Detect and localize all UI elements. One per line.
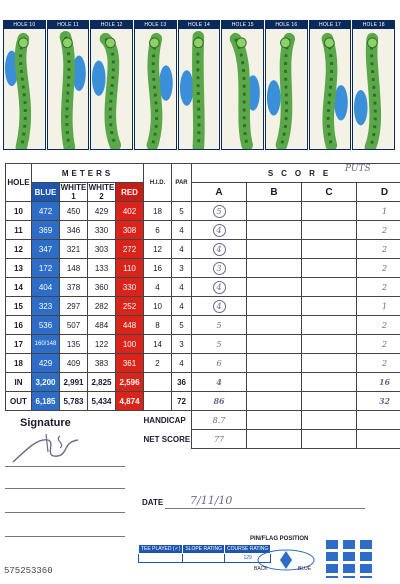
hole-handicap: 16 [144, 259, 172, 278]
score-d: 2 [357, 335, 400, 354]
hole-row [6, 297, 400, 316]
score-a-value: 5 [216, 320, 222, 330]
tee-played-value [139, 554, 183, 563]
rule-line [5, 466, 125, 467]
in-score-a: 4 [192, 373, 247, 392]
hole-par: 5 [172, 316, 192, 335]
handicap-value: 8.7 [192, 411, 247, 430]
net-score-label: NET SCORE [143, 434, 191, 444]
score-b [247, 259, 302, 278]
rule-line [5, 488, 125, 489]
hole-map-panel [352, 20, 395, 150]
score-a [192, 202, 247, 221]
score-b [247, 354, 302, 373]
score-a-value: 4 [213, 281, 226, 294]
net-score-value: 77 [192, 430, 247, 449]
score-d: 1 [357, 297, 400, 316]
hole-map-panel [265, 20, 308, 150]
course-rating-value: 129 [224, 554, 270, 563]
blue-meters: 160/148 [32, 335, 60, 354]
in-white2: 2,825 [88, 373, 116, 392]
slope-rating-header: SLOPE RATING [183, 545, 225, 554]
score-c [302, 221, 357, 240]
hole-map-label: HOLE 12 [91, 21, 132, 29]
score-d: 2 [357, 240, 400, 259]
red-meters: 110 [116, 259, 144, 278]
tee-white1-header: WHITE 1 [60, 183, 87, 201]
blue-meters: 347 [32, 240, 60, 259]
red-meters: 361 [116, 354, 144, 373]
score-c [302, 335, 357, 354]
hole-par: 3 [172, 335, 192, 354]
hole-number: 17 [6, 335, 32, 354]
hole-par: 3 [172, 259, 192, 278]
out-blue: 6,185 [32, 392, 60, 411]
hole-number: 16 [6, 316, 32, 335]
hole-row [6, 240, 400, 259]
blue-meters: 429 [32, 354, 60, 373]
out-label: OUT [6, 392, 32, 411]
score-b [247, 297, 302, 316]
score-c [302, 297, 357, 316]
slope-rating-value [183, 554, 225, 563]
hole-map-label: HOLE 11 [48, 21, 89, 29]
score-d: 2 [357, 221, 400, 240]
score-c [302, 259, 357, 278]
out-white2: 5,434 [88, 392, 116, 411]
tee-rating-table [138, 544, 271, 563]
white2-meters: 303 [88, 240, 116, 259]
white2-meters: 282 [88, 297, 116, 316]
date-label: DATE [142, 498, 164, 507]
player-a-header: A [192, 183, 247, 202]
score-d: 2 [357, 259, 400, 278]
white1-meters: 321 [60, 240, 88, 259]
score-a [192, 221, 247, 240]
white2-meters: 360 [88, 278, 116, 297]
white1-meters: 297 [60, 297, 88, 316]
blue-meters: 472 [32, 202, 60, 221]
pin-blue-label: BLUE [298, 566, 312, 572]
hole-row [6, 221, 400, 240]
hole-handicap: 10 [144, 297, 172, 316]
score-a-value: 4 [213, 224, 226, 237]
score-a [192, 240, 247, 259]
hole-map-label: HOLE 10 [4, 21, 45, 29]
hole-row [6, 316, 400, 335]
par-header: PAR [172, 164, 192, 202]
hole-map-drawing [353, 29, 394, 149]
score-c [302, 278, 357, 297]
hole-maps-strip [3, 20, 395, 150]
score-c [302, 240, 357, 259]
hole-handicap: 6 [144, 221, 172, 240]
hole-map-panel [134, 20, 177, 150]
date-value: 7/11/10 [190, 494, 233, 507]
pin-flag-bars [326, 540, 372, 578]
hole-map-label: HOLE 18 [353, 21, 394, 29]
hole-handicap: 4 [144, 278, 172, 297]
hole-map-panel [221, 20, 264, 150]
white1-meters: 148 [60, 259, 88, 278]
score-a [192, 354, 247, 373]
out-red: 4,874 [116, 392, 144, 411]
score-a [192, 335, 247, 354]
hole-par: 4 [172, 278, 192, 297]
score-a [192, 316, 247, 335]
hole-number: 10 [6, 202, 32, 221]
hole-map-drawing [135, 29, 176, 149]
hole-map-panel [47, 20, 90, 150]
tee-blue-header: BLUE [32, 183, 60, 202]
score-d: 2 [357, 278, 400, 297]
score-b [247, 240, 302, 259]
hole-row [6, 354, 400, 373]
hole-par: 4 [172, 221, 192, 240]
in-score-d: 16 [357, 373, 400, 392]
red-meters: 308 [116, 221, 144, 240]
score-a-value: 6 [216, 358, 222, 368]
hole-handicap: 2 [144, 354, 172, 373]
out-score-d: 32 [357, 392, 400, 411]
rule-line [5, 512, 125, 513]
hole-map-panel [3, 20, 46, 150]
score-a-value: 4 [213, 243, 226, 256]
score-header: SCORE [192, 164, 400, 183]
out-white1: 5,783 [60, 392, 88, 411]
hole-map-label: HOLE 17 [310, 21, 351, 29]
hole-map-label: HOLE 16 [266, 21, 307, 29]
blue-meters: 536 [32, 316, 60, 335]
hole-map-drawing [48, 29, 89, 149]
red-meters: 330 [116, 278, 144, 297]
course-rating-header: COURSE RATING [224, 545, 270, 554]
hole-number: 15 [6, 297, 32, 316]
date-line [165, 508, 365, 509]
hdc-header: H.I.D. [144, 164, 172, 202]
hole-map-label: HOLE 13 [135, 21, 176, 29]
score-a [192, 278, 247, 297]
hole-par: 4 [172, 354, 192, 373]
pin-position-title: PIN/FLAG POSITION [250, 536, 309, 542]
hole-par: 4 [172, 240, 192, 259]
hole-number: 13 [6, 259, 32, 278]
white2-meters: 383 [88, 354, 116, 373]
handicap-label: HANDICAP [143, 415, 186, 425]
white1-meters: 450 [60, 202, 88, 221]
meters-header: METERS [32, 164, 144, 183]
flag-bar [343, 540, 355, 578]
white2-meters: 133 [88, 259, 116, 278]
corner-note: PUTS [345, 164, 371, 174]
score-a [192, 297, 247, 316]
hole-map-drawing [266, 29, 307, 149]
hole-map-drawing [179, 29, 220, 149]
white2-meters: 122 [88, 335, 116, 354]
score-a-value: 4 [213, 300, 226, 313]
white1-meters: 135 [60, 335, 88, 354]
hole-map-drawing [310, 29, 351, 149]
score-d: 2 [357, 316, 400, 335]
hole-handicap: 18 [144, 202, 172, 221]
score-a-value: 3 [213, 262, 226, 275]
out-score-a: 86 [192, 392, 247, 411]
player-b-header: B [247, 183, 302, 202]
hole-map-label: HOLE 15 [222, 21, 263, 29]
hole-number: 12 [6, 240, 32, 259]
score-d: 2 [357, 354, 400, 373]
hole-row [6, 335, 400, 354]
tee-white2-header: WHITE 2 [88, 183, 115, 201]
hole-handicap: 12 [144, 240, 172, 259]
white2-meters: 484 [88, 316, 116, 335]
blue-meters: 369 [32, 221, 60, 240]
score-a [192, 259, 247, 278]
score-b [247, 278, 302, 297]
hole-map-drawing [4, 29, 45, 149]
hole-map-panel [178, 20, 221, 150]
score-d: 1 [357, 202, 400, 221]
blue-meters: 404 [32, 278, 60, 297]
red-meters: 252 [116, 297, 144, 316]
score-b [247, 316, 302, 335]
score-c [302, 354, 357, 373]
red-meters: 100 [116, 335, 144, 354]
scorecard-table [5, 163, 400, 449]
hole-number: 14 [6, 278, 32, 297]
hole-handicap: 14 [144, 335, 172, 354]
hole-map-drawing [222, 29, 263, 149]
hole-row [6, 259, 400, 278]
hole-number: 18 [6, 354, 32, 373]
hole-par: 5 [172, 202, 192, 221]
score-b [247, 335, 302, 354]
in-blue: 3,200 [32, 373, 60, 392]
hole-number: 11 [6, 221, 32, 240]
blue-meters: 172 [32, 259, 60, 278]
red-meters: 272 [116, 240, 144, 259]
score-c [302, 202, 357, 221]
tee-played-header: TEE PLAYED (✓) [139, 545, 183, 554]
in-label: IN [6, 373, 32, 392]
white1-meters: 378 [60, 278, 88, 297]
red-meters: 448 [116, 316, 144, 335]
out-par: 72 [172, 392, 192, 411]
player-d-header: D [357, 183, 400, 202]
barcode-number: 575253360 [4, 566, 53, 576]
hole-header: HOLE [6, 164, 32, 202]
tee-red-header: RED [116, 183, 144, 202]
signature-label: Signature [20, 417, 71, 429]
hole-map-panel [309, 20, 352, 150]
hole-handicap: 8 [144, 316, 172, 335]
pin-back-label: BACK [254, 566, 268, 572]
white1-meters: 346 [60, 221, 88, 240]
player-c-header: C [302, 183, 357, 202]
flag-bar [360, 540, 372, 578]
score-a-value: 5 [216, 339, 222, 349]
hole-par: 4 [172, 297, 192, 316]
in-white1: 2,991 [60, 373, 88, 392]
signature-mark [8, 428, 88, 468]
hole-map-label: HOLE 14 [179, 21, 220, 29]
white2-meters: 330 [88, 221, 116, 240]
hole-row [6, 278, 400, 297]
score-c [302, 316, 357, 335]
score-a-value: 5 [213, 205, 226, 218]
hole-map-drawing [91, 29, 132, 149]
score-b [247, 221, 302, 240]
blue-meters: 323 [32, 297, 60, 316]
in-par: 36 [172, 373, 192, 392]
white1-meters: 409 [60, 354, 88, 373]
score-b [247, 202, 302, 221]
rule-line [5, 536, 125, 537]
hole-row [6, 202, 400, 221]
hole-map-panel [90, 20, 133, 150]
white1-meters: 507 [60, 316, 88, 335]
white2-meters: 429 [88, 202, 116, 221]
red-meters: 402 [116, 202, 144, 221]
in-red: 2,596 [116, 373, 144, 392]
flag-bar [326, 540, 338, 578]
